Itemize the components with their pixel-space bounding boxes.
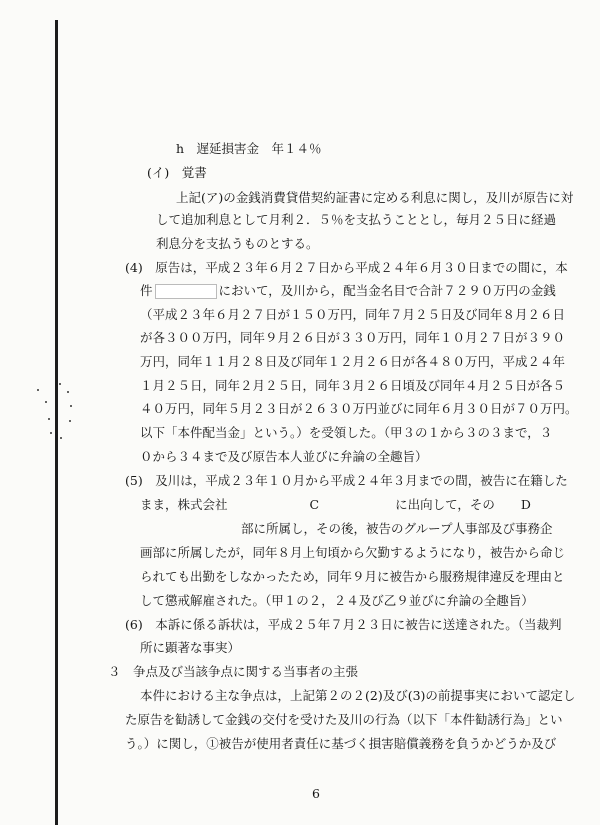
text-line: （平成２３年６月２７日が１５０万円，同年７月２５日及び同年８月２６日 — [140, 307, 566, 322]
binding-line — [55, 20, 58, 825]
punch-hole-dot — [45, 401, 47, 403]
redaction-box — [155, 284, 217, 299]
text-line: 所に顕著な事実） — [140, 640, 241, 655]
text-line: 利息分を支払うものとする。 — [156, 236, 319, 251]
text-line: 以下「本件配当金」という。）を受領した。（甲３の１から３の３まで，３ — [140, 425, 553, 440]
text-line: 部に所属し，その後，被告のグループ人事部及び事務企 — [241, 521, 553, 536]
text-line-with-masked-names — [140, 497, 531, 513]
text-line: 画部に所属したが，同年８月上旬頃から欠勤するようになり，被告から命じ — [140, 545, 566, 560]
text-line: ０から３４まで及び原告本人並びに弁論の全趣旨） — [140, 449, 428, 464]
text-line: う。）に関し，①被告が使用者責任に基づく損害賠償義務を負うかどうか及び — [125, 736, 557, 751]
punch-hole-dot — [60, 437, 62, 439]
punch-hole-dot — [59, 383, 61, 385]
punch-hole-dot — [69, 420, 71, 422]
text-line: (5) 及川は，平成２３年１０月から平成２４年３月までの間，被告に在籍した — [125, 473, 568, 488]
text-line: １月２５日，同年２月２５日，同年３月２６日頃及び同年４月２５日が各５ — [140, 378, 566, 393]
text-line: ４０万円，同年５月２３日が２６３０万円並びに同年６月３０日が７０万円。 — [140, 401, 578, 416]
line-part: に出向して，その — [395, 497, 495, 512]
punch-hole-dot — [70, 405, 72, 407]
line-prefix: 件 — [140, 283, 153, 298]
text-line: が各３００万円，同年９月２６日が３３０万円，同年１０月２７日が３９０ — [140, 330, 566, 345]
masked-department: D — [520, 497, 531, 512]
text-line: られても出勤をしなかったため，同年９月に被告から服務規律違反を理由と — [140, 569, 565, 584]
punch-hole-dot — [67, 391, 69, 393]
punch-hole-dot — [50, 432, 52, 434]
text-line: 万円，同年１１月２８日及び同年１２月２６日が各４８０万円，平成２４年 — [140, 354, 566, 369]
punch-hole-dot — [48, 418, 50, 420]
masked-company: C — [309, 497, 320, 512]
text-line: して懲戒解雇された。（甲１の２，２４及び乙９並びに弁論の全趣旨） — [140, 593, 534, 608]
text-line: して追加利息として月利２．５％を支払うこととし，毎月２５日に経過 — [156, 212, 557, 227]
text-line-with-redaction — [140, 283, 556, 299]
text-line: (イ) 覚書 — [147, 165, 207, 180]
text-line: た原告を勧誘して金銭の交付を受けた及川の行為（以下「本件勧誘行為」とい — [125, 712, 563, 727]
text-line: 本件における主な争点は，上記第２の２(2)及び(3)の前提事実において認定し — [140, 688, 576, 703]
section-heading: ３ 争点及び当該争点に関する当事者の主張 — [108, 664, 359, 679]
text-line: 上記(ア)の金銭消費貸借契約証書に定める利息に関し，及川が原告に対 — [176, 190, 574, 205]
text-line: (6) 本訴に係る訴状は，平成２５年７月２３日に被告に送達された。（当裁判 — [125, 617, 562, 632]
text-line: (4) 原告は，平成２３年６月２７日から平成２４年６月３０日までの間に，本 — [125, 260, 568, 275]
punch-hole-dot — [37, 389, 39, 391]
text-line: h 遅延損害金 年１４％ — [176, 141, 322, 156]
line-body: において，及川から，配当金名目で合計７２９０万円の金銭 — [218, 283, 556, 298]
line-part: まま，株式会社 — [140, 497, 228, 512]
page-number: 6 — [312, 786, 320, 801]
